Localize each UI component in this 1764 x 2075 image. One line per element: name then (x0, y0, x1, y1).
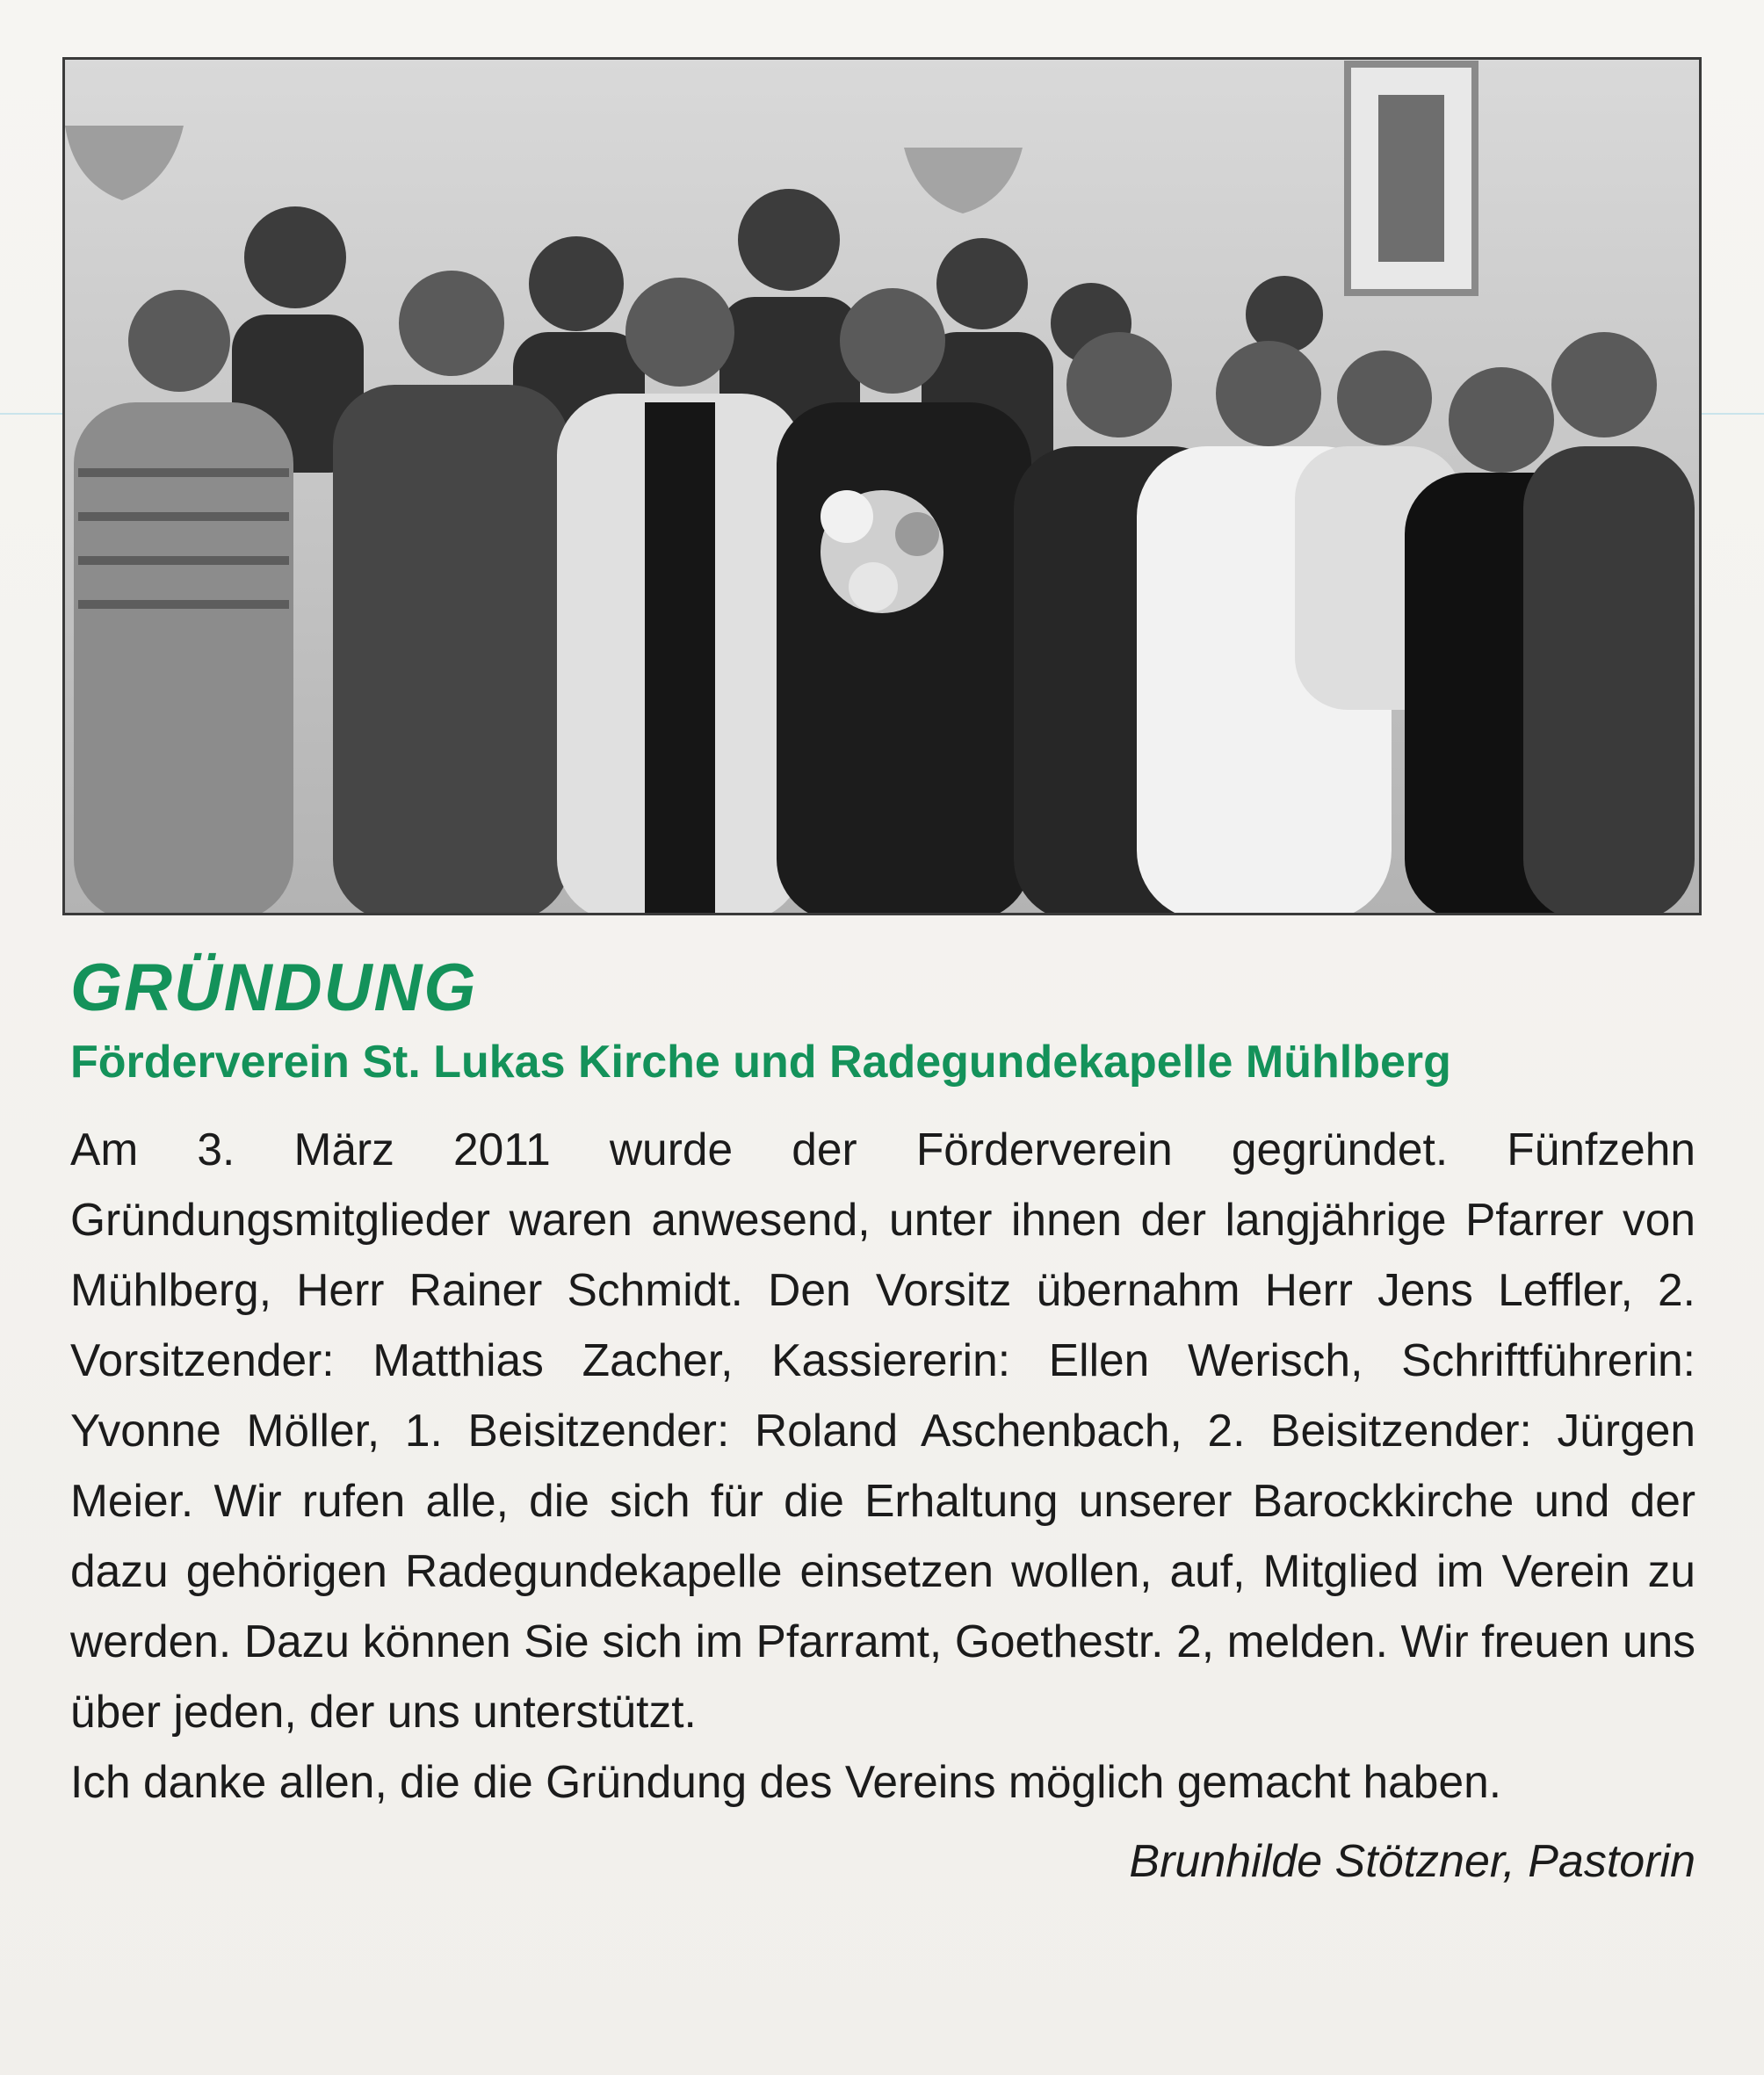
group-photo-image (65, 60, 1699, 913)
headline: GRÜNDUNG (70, 951, 478, 1025)
body-paragraph-1: Am 3. März 2011 wurde der Förderverein gegründet. Fünfzehn Gründungsmitglieder waren anwesend, unter ihnen der langjährige Pfarrer von Mühlberg, Herr Rainer Schmidt. Den Vorsitz übernahm Herr Jens Leffler, 2. Vorsitzender: Matthias Zacher, Kassiererin: Ellen Werisch, Schriftführerin: Yvonne Möller, 1. Beisitzender: Roland Aschenbach, 2. Beisitzender: Jürgen Meier. Wir rufen alle, die sich für die Erhaltung unserer Barockkirche und der dazu gehörigen Radegundekapelle einsetzen wollen, auf, Mitglied im Verein zu werden. Dazu können Sie sich im Pfarramt, Goethestr. 2, melden. Wir freuen uns über jeden, der uns unterstützt. (70, 1124, 1695, 1737)
article (70, 949, 1695, 1892)
subheadline: Förderverein St. Lukas Kirche und Radegundekapelle Mühlberg (70, 1037, 1451, 1088)
article-body (70, 1114, 1695, 1817)
flower-bouquet (821, 490, 943, 613)
group-photo (62, 57, 1702, 915)
author-signature: Brunhilde Stötzner, Pastorin (1129, 1836, 1695, 1887)
person-striped-sweater (74, 402, 293, 913)
body-paragraph-2: Ich danke allen, die die Gründung des Vereins möglich gemacht haben. (70, 1756, 1502, 1807)
wall-picture (1348, 64, 1475, 293)
